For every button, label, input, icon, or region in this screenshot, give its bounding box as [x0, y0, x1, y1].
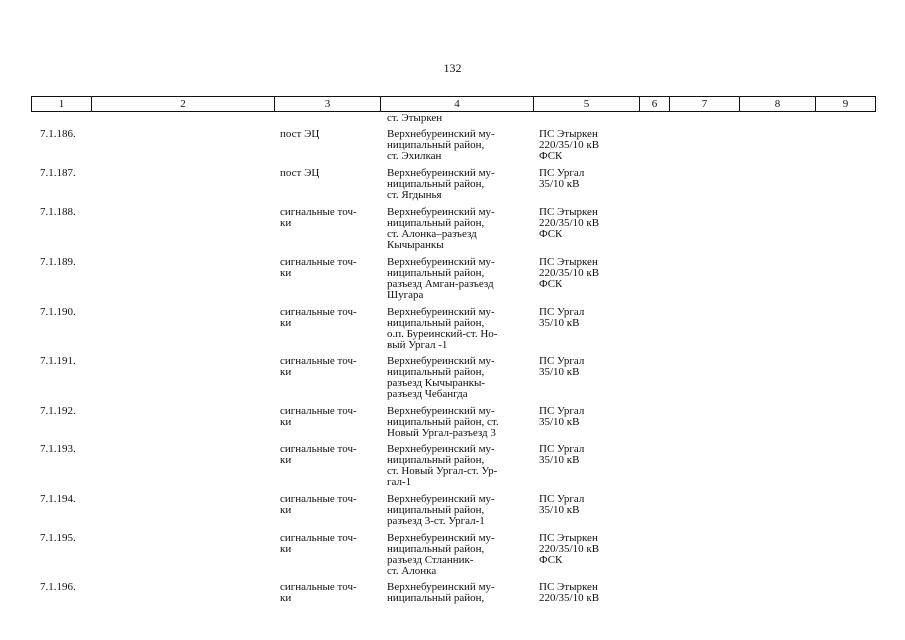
object-name: пост ЭЦ	[280, 167, 320, 179]
row-number: 7.1.193.	[40, 443, 76, 455]
power-source: ПС Этыркен 220/35/10 кВ	[539, 581, 600, 604]
object-name: сигнальные точ- ки	[280, 405, 357, 428]
object-name: сигнальные точ- ки	[280, 443, 357, 466]
page-number: 132	[443, 61, 462, 75]
power-source: ПС Ургал 35/10 кВ	[539, 306, 585, 329]
power-source: ПС Ургал 35/10 кВ	[539, 405, 585, 428]
power-source: ПС Этыркен 220/35/10 кВ ФСК	[539, 128, 600, 162]
object-location: Верхнебуреинский му- ниципальный район, разъезд 3-ст. Ургал-1	[387, 493, 495, 527]
object-location: Верхнебуреинский му- ниципальный район, ст. Эхилкан	[387, 128, 495, 162]
power-source: ПС Этыркен 220/35/10 кВ ФСК	[539, 532, 600, 566]
row-number: 7.1.194.	[40, 493, 76, 505]
column-header-3: 3	[275, 97, 381, 111]
object-location: Верхнебуреинский му- ниципальный район, ст. Новый Ургал-ст. Ур- гал-1	[387, 443, 498, 488]
object-location: Верхнебуреинский му- ниципальный район, ст. Новый Ургал-разъезд 3	[387, 405, 499, 439]
continuation-text: ст. Этыркен	[387, 112, 443, 124]
row-number: 7.1.186.	[40, 128, 76, 140]
column-header-4: 4	[381, 97, 534, 111]
power-source: ПС Ургал 35/10 кВ	[539, 355, 585, 378]
object-name: сигнальные точ- ки	[280, 532, 357, 555]
object-location: Верхнебуреинский му- ниципальный район, ст. Алонка–разъезд Кычыранкы	[387, 206, 495, 251]
object-name: сигнальные точ- ки	[280, 493, 357, 516]
power-source: ПС Ургал 35/10 кВ	[539, 443, 585, 466]
object-name: сигнальные точ- ки	[280, 581, 357, 604]
object-name: сигнальные точ- ки	[280, 256, 357, 279]
object-location: Верхнебуреинский му- ниципальный район, разъезд Стланник- ст. Алонка	[387, 532, 495, 577]
row-number: 7.1.189.	[40, 256, 76, 268]
row-number: 7.1.195.	[40, 532, 76, 544]
row-number: 7.1.196.	[40, 581, 76, 593]
power-source: ПС Этыркен 220/35/10 кВ ФСК	[539, 256, 600, 290]
power-source: ПС Этыркен 220/35/10 кВ ФСК	[539, 206, 600, 240]
object-location: Верхнебуреинский му- ниципальный район,	[387, 581, 495, 604]
column-header-9: 9	[842, 98, 849, 110]
object-location: Верхнебуреинский му- ниципальный район, ст. Ягдынья	[387, 167, 495, 201]
column-header-8: 8	[740, 97, 816, 111]
column-header-2: 2	[92, 97, 275, 111]
object-location: Верхнебуреинский му- ниципальный район, разъезд Амган-разъезд Шугара	[387, 256, 495, 301]
power-source: ПС Ургал 35/10 кВ	[539, 493, 585, 516]
column-header-1: 1	[32, 97, 92, 111]
row-number: 7.1.187.	[40, 167, 76, 179]
power-source: ПС Ургал 35/10 кВ	[539, 167, 585, 190]
row-number: 7.1.190.	[40, 306, 76, 318]
column-header-5: 5	[534, 97, 640, 111]
column-header-6: 6	[640, 97, 670, 111]
object-name: сигнальные точ- ки	[280, 355, 357, 378]
row-number: 7.1.191.	[40, 355, 76, 367]
row-number: 7.1.192.	[40, 405, 76, 417]
object-name: сигнальные точ- ки	[280, 206, 357, 229]
column-header-7: 7	[670, 97, 740, 111]
object-name: пост ЭЦ	[280, 128, 320, 140]
object-location: Верхнебуреинский му- ниципальный район, о.п. Буреинский-ст. Но- вый Ургал -1	[387, 306, 498, 351]
table-header	[31, 96, 876, 112]
row-number: 7.1.188.	[40, 206, 76, 218]
object-location: Верхнебуреинский му- ниципальный район, разъезд Кычыранкы- разъезд Чебангда	[387, 355, 495, 400]
object-name: сигнальные точ- ки	[280, 306, 357, 329]
